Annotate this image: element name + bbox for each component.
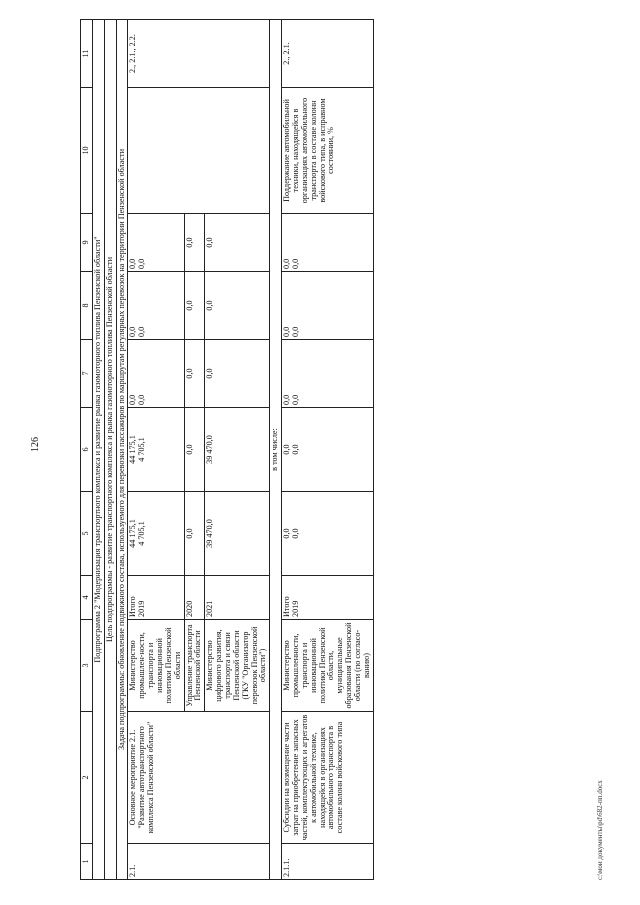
executor: Управление транспорта Пензенской области <box>184 620 205 712</box>
value-cell: 0,0 <box>184 272 205 340</box>
year-cell: Итого <box>282 596 292 617</box>
value-cell: 0,0 <box>205 340 270 408</box>
table-row <box>282 20 374 880</box>
year-cell: 2020 <box>184 576 205 620</box>
col-header: 8 <box>81 272 93 340</box>
value-cell: 0,0 <box>184 340 205 408</box>
subprogram-task: Задача подпрограммы: обновление подвижного состава, используемого для перевозки пассажиров по маршрутам регулярных перевозок на территории Пензенской области <box>116 20 128 880</box>
value-cell: 0,0 <box>291 528 301 539</box>
page-number: 126 <box>30 437 41 452</box>
col-header: 4 <box>81 576 93 620</box>
value-cell: 0,0 <box>137 326 147 337</box>
col-header: 3 <box>81 620 93 712</box>
value-cell: 39 470,0 <box>205 408 270 492</box>
col-header: 2 <box>81 712 93 844</box>
year-cell: 2021 <box>205 576 270 620</box>
value-cell: 0,0 <box>128 258 138 269</box>
subprogram-title: Подпрограмма 2 "Модернизация транспортного комплекса и развитие рынка газомоторного топлива Пензенской области" <box>92 20 104 880</box>
executor: Министерство промышленности, транспорта и инновационной политики Пензенской области, муниципальные образования Пензенской области (по согласо-ванию) <box>282 620 374 712</box>
col-header: 6 <box>81 408 93 492</box>
executor: Министерство цифрового развития, транспорта и связи Пензенской области (ГКУ "Организатор перевозок Пензенской области") <box>205 620 270 712</box>
year-cell: 2019 <box>137 600 147 617</box>
value-cell: 0,0 <box>184 214 205 272</box>
indicator-refs: 2., 2.1., 2.2. <box>128 20 270 88</box>
year-cell: 2019 <box>291 600 301 617</box>
value-cell: 0,0 <box>205 214 270 272</box>
value-cell: 0,0 <box>282 528 292 539</box>
row-number: 2.1. <box>128 844 270 880</box>
value-cell: 0,0 <box>282 326 292 337</box>
measure-name: Основное мероприятие 2.1. "Развитие автотранспортного комплекса Пензенской области" <box>128 712 270 844</box>
value-cell: 4 705,1 <box>137 521 147 546</box>
value-cell: 39 470,0 <box>205 492 270 576</box>
subprogram-goal: Цель подпрограммы - развитие транспортного комплекса и рынка газомоторного топлива Пензенской области <box>104 20 116 880</box>
value-cell: 0,0 <box>291 258 301 269</box>
col-header: 7 <box>81 340 93 408</box>
measure-name: Субсидии на возмещение части затрат на приобретение запасных частей, комплектующих и агрегатов к автомобильной технике, находящейся в организациях автомобильного транспорта в составе колонн войскового типа <box>282 712 374 844</box>
value-cell: 0,0 <box>282 444 292 455</box>
col-header: 11 <box>81 20 93 88</box>
col-header: 5 <box>81 492 93 576</box>
value-cell: 0,0 <box>282 258 292 269</box>
indicator-cell: Поддержание автомобильной техники, находящейся в организациях автомобильного транспорта в составе колонн войскового типа, в исправном состоянии, % <box>282 88 374 214</box>
value-cell: 0,0 <box>137 394 147 405</box>
value-cell: 0,0 <box>184 492 205 576</box>
executor: Министерство промышлен-ности, транспорта и инновационной политики Пензенской области <box>128 620 184 712</box>
value-cell: 0,0 <box>137 258 147 269</box>
footer-file-path: c:\мои документы\pd\682-пп.docx <box>596 780 604 880</box>
value-cell: 44 175,1 <box>128 519 138 548</box>
program-table <box>80 19 374 880</box>
including-label: в том числе: <box>270 20 282 880</box>
year-cell: Итого <box>128 596 138 617</box>
row-number: 2.1.1. <box>282 844 374 880</box>
value-cell: 0,0 <box>291 394 301 405</box>
value-cell: 0,0 <box>128 394 138 405</box>
col-header: 10 <box>81 88 93 214</box>
header-row <box>81 20 93 880</box>
col-header: 9 <box>81 214 93 272</box>
value-cell: 4 705,1 <box>137 437 147 462</box>
value-cell: 0,0 <box>205 272 270 340</box>
value-cell: 0,0 <box>128 326 138 337</box>
value-cell: 0,0 <box>282 394 292 405</box>
indicator-refs: 2., 2.1. <box>282 20 374 88</box>
rotated-page <box>80 20 600 880</box>
indicator-cell <box>128 88 270 214</box>
value-cell: 0,0 <box>184 408 205 492</box>
value-cell: 44 175,1 <box>128 435 138 464</box>
value-cell: 0,0 <box>291 326 301 337</box>
value-cell: 0,0 <box>291 444 301 455</box>
table-row <box>128 20 184 880</box>
col-header: 1 <box>81 844 93 880</box>
